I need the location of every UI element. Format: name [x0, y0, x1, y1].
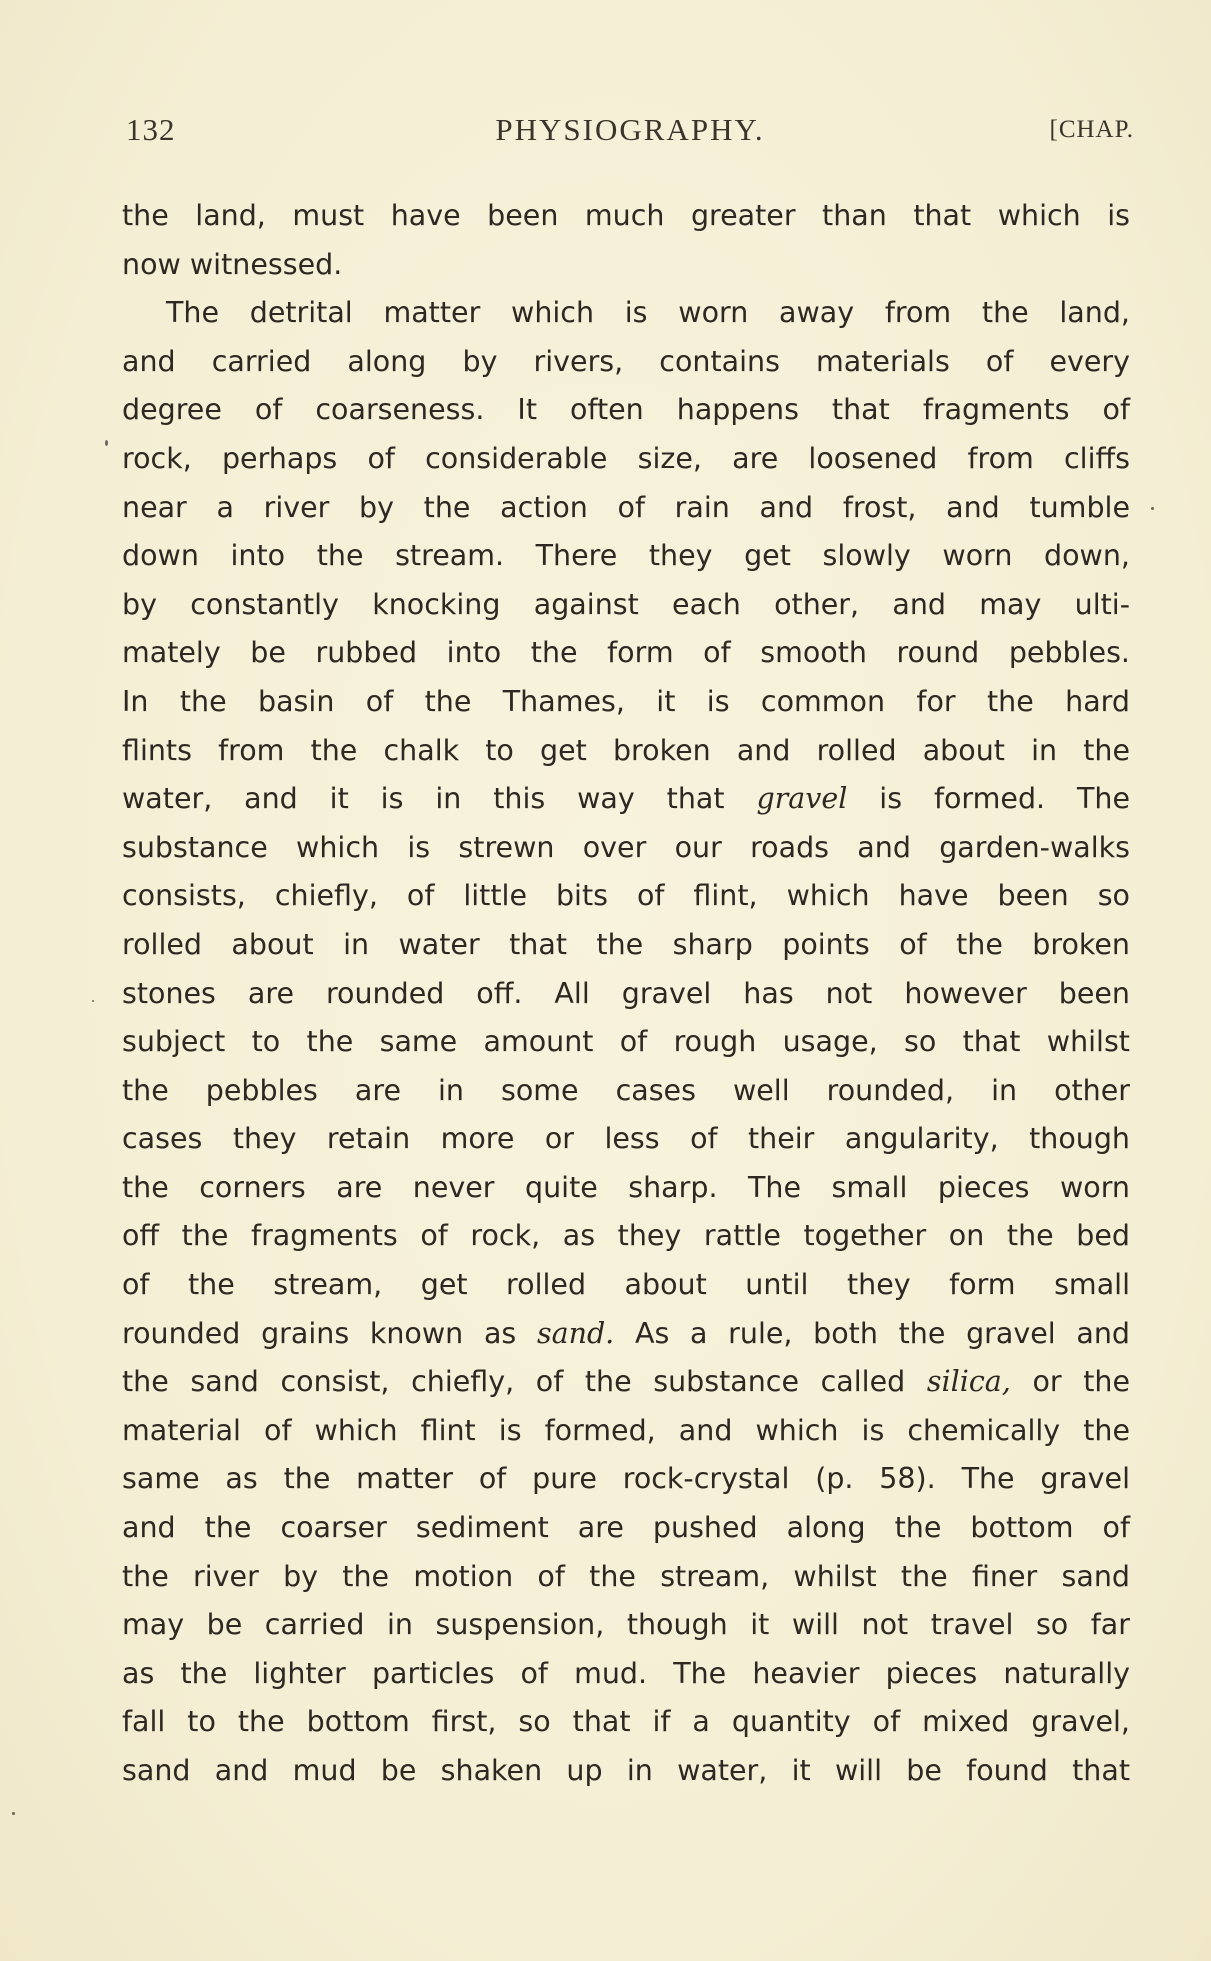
- print-speck: [1151, 507, 1154, 510]
- text-line-silica: [122, 1358, 1130, 1407]
- text-line: the land, must have been much greater than that which is: [122, 199, 1130, 232]
- italic-term-gravel: gravel: [756, 782, 848, 816]
- text-line-gravel: [122, 775, 1130, 824]
- text-line: substance which is strewn over our roads and garden-walks: [122, 830, 1130, 864]
- text-line: off the fragments of rock, as they rattle together on the bed: [122, 1219, 1130, 1253]
- italic-term-silica: silica,: [926, 1365, 1011, 1399]
- print-speck: [92, 1000, 94, 1002]
- text-line: may be carried in suspension, though it will not travel so far: [122, 1608, 1130, 1642]
- text-line: consists, chiefly, of little bits of flint, which have been so: [122, 879, 1130, 913]
- text-line: near a river by the action of rain and frost, and tumble: [122, 490, 1130, 524]
- page-number: 132: [126, 112, 176, 147]
- running-head: [126, 112, 1134, 152]
- text-line: by constantly knocking against each other, and may ulti-: [122, 587, 1130, 621]
- text-line: now witnessed.: [122, 247, 343, 281]
- text-segment: rounded grains known as: [122, 1316, 517, 1350]
- text-line: fall to the bottom first, so that if a quantity of mixed gravel,: [122, 1705, 1130, 1739]
- italic-term-sand: sand.: [536, 1316, 615, 1350]
- print-speck: [105, 440, 108, 446]
- text-line: subject to the same amount of rough usage, so that whilst: [122, 1025, 1130, 1059]
- text-line: down into the stream. There they get slowly worn down,: [122, 539, 1130, 573]
- text-line: material of which flint is formed, and which is chemically the: [122, 1413, 1130, 1447]
- text-line: rock, perhaps of considerable size, are loosened from cliffs: [122, 441, 1130, 475]
- text-line: as the lighter particles of mud. The heavier pieces naturally: [122, 1656, 1130, 1690]
- text-segment: As a rule, both the gravel and: [634, 1316, 1130, 1350]
- text-line: rolled about in water that the sharp points of the broken: [122, 927, 1130, 961]
- text-line: the corners are never quite sharp. The small pieces worn: [122, 1170, 1130, 1204]
- text-line: the pebbles are in some cases well rounded, in other: [122, 1073, 1130, 1107]
- text-line: same as the matter of pure rock-crystal (p. 58). The gravel: [122, 1462, 1130, 1496]
- text-line: mately be rubbed into the form of smooth round pebbles.: [122, 636, 1130, 670]
- text-line: The detrital matter which is worn away from the land,: [166, 296, 1130, 330]
- text-line: and the coarser sediment are pushed along the bottom of: [122, 1511, 1130, 1545]
- text-line: flints from the chalk to get broken and rolled about in the: [122, 733, 1130, 767]
- text-line-sand: [122, 1310, 1130, 1359]
- text-segment: or the: [1032, 1365, 1131, 1399]
- text-line: degree of coarseness. It often happens that fragments of: [122, 393, 1130, 427]
- text-segment: the sand consist, chiefly, of the substance called: [122, 1365, 906, 1399]
- text-line: of the stream, get rolled about until they form small: [122, 1268, 1130, 1302]
- body-text: [122, 192, 1130, 1796]
- text-line: the river by the motion of the stream, whilst the finer sand: [122, 1559, 1130, 1593]
- text-line: In the basin of the Thames, it is common for the hard: [122, 684, 1130, 718]
- text-line: stones are rounded off. All gravel has not however been: [122, 976, 1130, 1010]
- print-speck: [12, 1812, 15, 1815]
- text-segment: water, and it is in this way that: [122, 782, 725, 816]
- chapter-marker: [CHAP.: [1049, 116, 1134, 143]
- text-line: cases they retain more or less of their angularity, though: [122, 1122, 1130, 1156]
- running-title: PHYSIOGRAPHY.: [495, 112, 765, 147]
- text-segment: is formed. The: [879, 782, 1131, 816]
- text-line: and carried along by rivers, contains materials of every: [122, 344, 1130, 378]
- text-line: sand and mud be shaken up in water, it will be found that: [122, 1754, 1130, 1787]
